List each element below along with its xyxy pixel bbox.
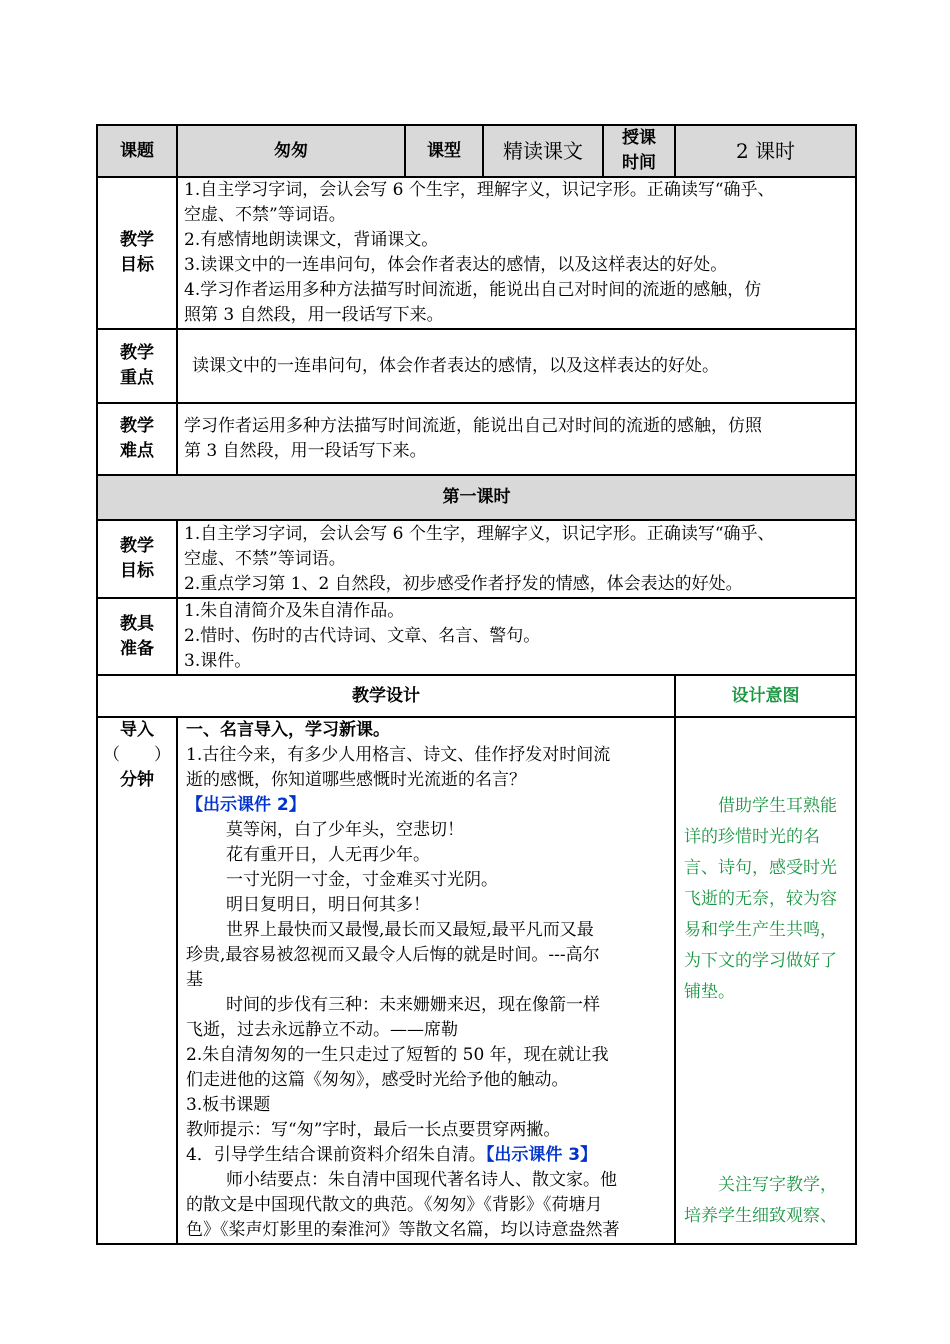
goals-line: 照第 3 自然段，用一段话写下来。 [184, 305, 444, 325]
goals-line: 1.自主学习字词，会认会写 6 个生字，理解字义，识记字形。正确读写“确乎、 [184, 180, 775, 200]
key-points-content: 读课文中的一连串问句，体会作者表达的感情，以及这样表达的好处。 [177, 329, 856, 403]
lesson1-goals-content: 1.自主学习字词，会认会写 6 个生字，理解字义，识记字形。正确读写“确乎、 空虚、不禁”等词语。 2.重点学习第 1、2 自然段，初步感受作者抒发的情感，体会表达的好处。 [177, 520, 856, 598]
lesson1-title: 第一课时 [97, 475, 856, 520]
intro-row [97, 717, 856, 1244]
time-label: 授课 时间 [603, 125, 675, 177]
slide-2-tag: 【出示课件 2】 [186, 795, 306, 815]
goals-line: 空虚、不禁”等词语。 [184, 205, 346, 225]
intent-note-2: 关注写字教学，培养学生细致观察、 [684, 1175, 837, 1226]
lesson1-goals-row [97, 520, 856, 598]
time-value: 2 课时 [675, 125, 856, 177]
intent-note-1: 借助学生耳熟能详的珍惜时光的名言、诗句，感受时光飞逝的无奈，较为容易和学生产生共鸣，为下文的学习做好了铺垫。 [684, 796, 837, 1002]
intent-header: 设计意图 [675, 675, 856, 717]
lesson1-tools-content: 1.朱自清简介及朱自清作品。 2.惜时、伤时的古代诗词、文章、名言、警句。 3.课件。 [177, 598, 856, 675]
topic-value: 匆匆 [177, 125, 405, 177]
difficulties-row [97, 403, 856, 475]
goals-line: 2.有感情地朗读课文，背诵课文。 [184, 230, 439, 250]
quote: 花有重开日，人无再少年。 [226, 845, 430, 865]
lesson1-tools-row [97, 598, 856, 675]
quote: 一寸光阴一寸金，寸金难买寸光阴。 [226, 870, 498, 890]
intent-notes [675, 717, 856, 1244]
difficulties-content: 学习作者运用多种方法描写时间流逝，能说出自己对时间的流逝的感触，仿照 第 3 自然段，用一段话写下来。 [177, 403, 856, 475]
design-header: 教学设计 [97, 675, 675, 717]
header-row [97, 125, 856, 177]
goals-row [97, 177, 856, 329]
type-value: 精读课文 [483, 125, 603, 177]
lesson1-tools-label: 教具 准备 [97, 598, 177, 675]
key-points-label: 教学 重点 [97, 329, 177, 403]
quote: 明日复明日，明日何其多！ [226, 895, 430, 915]
key-points-row [97, 329, 856, 403]
lesson-plan-table [96, 124, 857, 1245]
lesson1-goals-label: 教学 目标 [97, 520, 177, 598]
intro-content: 一、名言导入，学习新课。 1.古往今来，有多少人用格言、诗文、佳作抒发对时间流 逝的感慨，你知道哪些感慨时光流逝的名言？ 【出示课件 2】 莫等闲，白了少年头，空悲切！ 花有重开日，人无再少年。 一寸光阴一寸金，寸金难买寸光阴。 明日复明日，明日何其多！ 世界上最快而又最慢,最长而又最短,最平凡而又最 珍贵,最容易被忽视而又最令人后悔的就是时间。---高尔 基 时间的步伐有三种：未来姗姗来迟，现在像箭一样 飞逝，过去永远静立不动。——席勒 2.朱自清匆匆的一生只走过了短暂的 50 年，现在就让我 们走进他的这篇《匆匆》，感受时光给予他的触动。 3.板书课题 教师提示：写“匆”字时，最后一长点要贯穿两撇。 4．引导学生结合课前资料介绍朱自清。【出示课件 3】 师小结要点：朱自清中国现代著名诗人、散文家。他 的散文是中国现代散文的典范。《匆匆》《背影》《荷塘月 色》《桨声灯影里的秦淮河》等散文名篇，均以诗意盎然著 [177, 717, 675, 1244]
section-title: 一、名言导入，学习新课。 [186, 720, 390, 740]
type-label: 课型 [405, 125, 483, 177]
topic-label: 课题 [97, 125, 177, 177]
goals-label: 教学 目标 [97, 177, 177, 329]
intro-label: 导入 （ ） 分钟 [97, 717, 177, 1244]
goals-content [177, 177, 856, 329]
difficulties-label: 教学 难点 [97, 403, 177, 475]
goals-line: 4.学习作者运用多种方法描写时间流逝，能说出自己对时间的流逝的感触，仿 [184, 280, 762, 300]
quote: 莫等闲，白了少年头，空悲切！ [226, 820, 464, 840]
slide-3-tag: 【出示课件 3】 [485, 1145, 598, 1165]
goals-line: 3.读课文中的一连串问句，体会作者表达的感情，以及这样表达的好处。 [184, 255, 728, 275]
design-header-row [97, 675, 856, 717]
lesson1-title-row [97, 475, 856, 520]
